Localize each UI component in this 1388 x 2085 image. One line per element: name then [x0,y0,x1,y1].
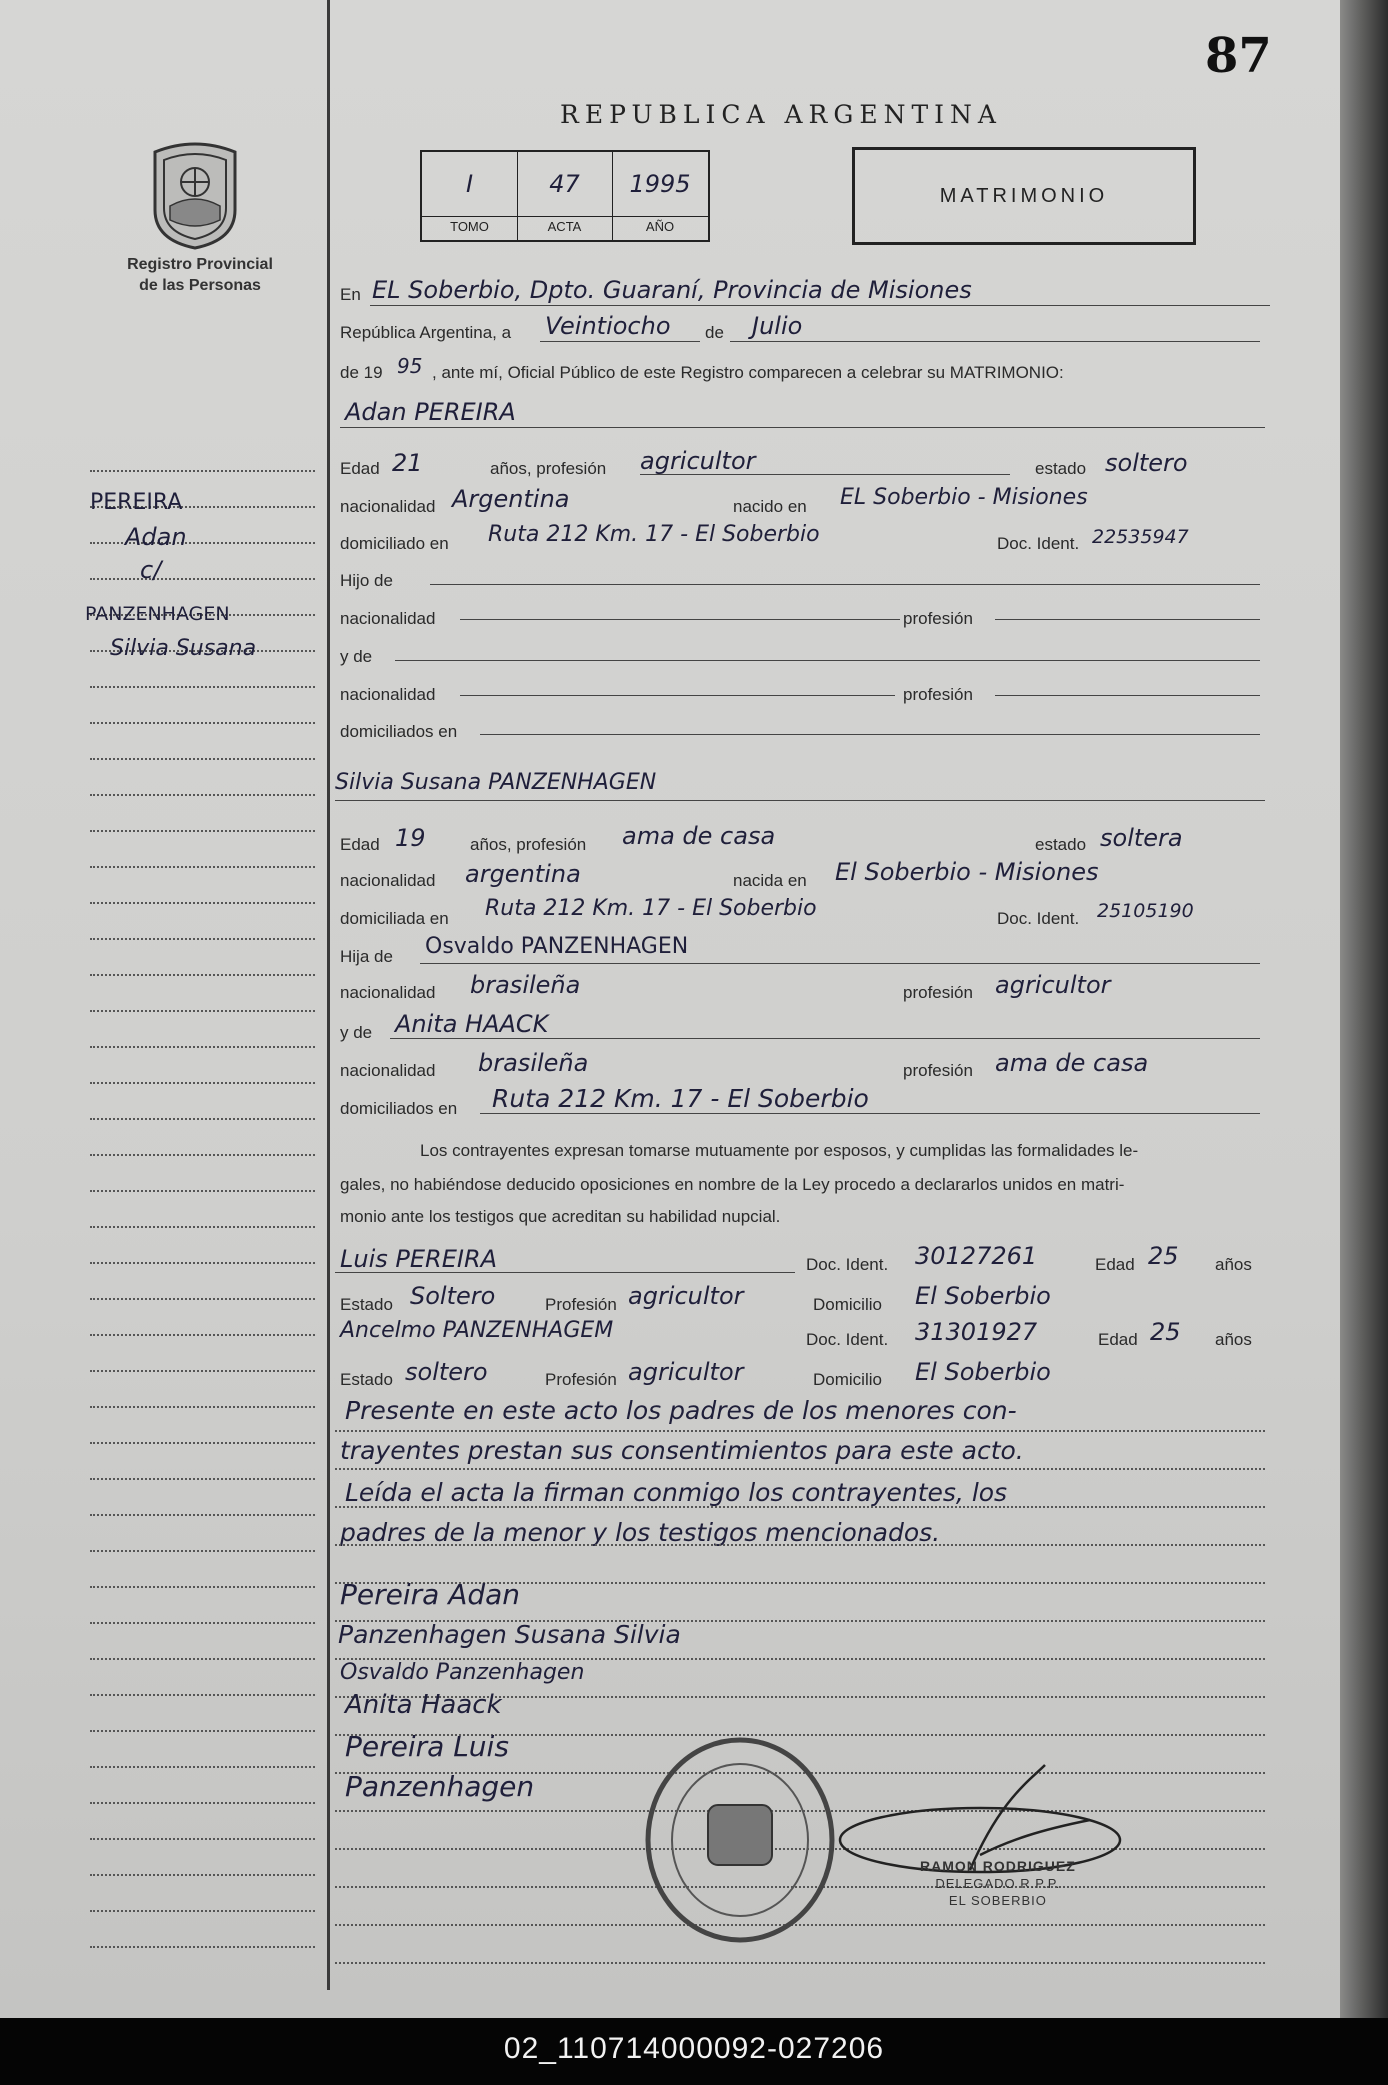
margin-dotted-line [90,1370,315,1372]
margin-dotted-line [90,722,315,724]
margin-groom-surname: PEREIRA [90,490,183,515]
official-stamp-icon [640,1735,840,1945]
seal-role: DELEGADO R.P.P. [935,1876,1061,1891]
groom-mother-prof-label: profesión [903,685,973,704]
bride-father-nat-label: nacionalidad [340,983,436,1002]
bride-father-nationality: brasileña [470,971,581,999]
witness-2-doc: 31301927 [915,1318,1038,1346]
seal-place: EL SOBERBIO [948,1893,1047,1908]
declaration-line-1: Los contrayentes expresan tomarse mutuamente por esposos, y cumplidas las formalidades le- [420,1141,1139,1160]
bride-estado-label: estado [1035,835,1087,854]
witness-2-edad-label: Edad [1098,1330,1138,1349]
witness-1-status: Soltero [410,1282,496,1310]
signature-4: Anita Haack [345,1690,502,1720]
margin-divider [327,0,330,1990]
margin-dotted-line [90,1154,315,1156]
margin-dotted-line [90,866,315,868]
page-edge-shadow [1340,0,1388,2018]
signature-3: Osvaldo Panzenhagen [340,1660,585,1685]
margin-connector: c/ [140,556,162,584]
bride-address: Ruta 212 Km. 17 - El Soberbio [485,896,817,921]
groom-doc-label: Doc. Ident. [997,534,1080,553]
margin-dotted-line [90,938,315,940]
groom-mother-nat-label: nacionalidad [340,685,436,704]
witness-2-profession: agricultor [628,1358,744,1386]
witness-1-domicilio-label: Domicilio [813,1295,882,1314]
witness-2-anos-label: años [1215,1330,1252,1349]
margin-dotted-line [90,1010,315,1012]
margin-dotted-line [90,1694,315,1696]
bride-mother-nationality: brasileña [478,1049,589,1077]
witness-1-anos-label: años [1215,1255,1252,1274]
bride-domiciliados-label: domiciliados en [340,1099,458,1118]
witness-1-profession: agricultor [628,1282,744,1310]
margin-bride-surname: PANZENHAGEN [85,603,230,625]
document-type-box: MATRIMONIO [852,147,1196,245]
bride-nacida-label: nacida en [733,871,807,890]
margin-dotted-line [90,902,315,904]
margin-dotted-line [90,1766,315,1768]
groom-father-prof-label: profesión [903,609,973,628]
province-seal-icon [140,140,250,250]
acta-cell [517,152,613,240]
tomo-cell [422,152,518,240]
registration-box [420,150,710,242]
bride-doc-label: Doc. Ident. [997,909,1080,928]
acta-label: ACTA [517,216,612,234]
margin-dotted-line [90,1442,315,1444]
bride-father: Osvaldo PANZENHAGEN [425,934,689,959]
intro-statement: , ante mí, Oficial Público de este Registro comparecen a celebrar su MATRIMONIO: [432,363,1064,382]
margin-dotted-line [90,974,315,976]
note-line-2: trayentes prestan sus consentimientos para este acto. [340,1436,1024,1465]
witness-1-edad-label: Edad [1095,1255,1135,1274]
margin-dotted-line [90,1226,315,1228]
intro-place: EL Soberbio, Dpto. Guaraní, Provincia de Misiones [372,276,972,304]
margin-dotted-line [90,1298,315,1300]
witness-1-prof-label: Profesión [545,1295,617,1314]
intro-de-label: de [705,323,724,342]
form-dotted-line [335,1962,1265,1964]
bride-nacionalidad-label: nacionalidad [340,871,436,890]
bride-edad-label: Edad [340,835,380,854]
groom-domiciliados-label: domiciliados en [340,722,458,741]
margin-dotted-line [90,1550,315,1552]
margin-dotted-line [90,794,315,796]
bride-father-profession: agricultor [995,971,1111,999]
scan-footer-code: 02_110714000092-027206 [503,2032,885,2065]
margin-dotted-line [90,1730,315,1732]
margin-dotted-line [90,1046,315,1048]
bride-mother: Anita HAACK [395,1010,549,1038]
bride-mother-prof-label: profesión [903,1061,973,1080]
margin-dotted-line [90,686,315,688]
groom-nacionalidad-label: nacionalidad [340,497,436,516]
margin-bride-name: Silvia Susana [110,636,257,661]
declaration-line-2: gales, no habiéndose deducido oposiciones en nombre de la Ley procedo a declararlos unidos en matri- [340,1175,1125,1194]
official-seal-text [920,1858,1076,1909]
witness-2-name: Ancelmo PANZENHAGEM [340,1318,614,1343]
bride-age: 19 [395,824,426,852]
groom-anos-label: años, profesión [490,459,607,478]
margin-dotted-line [90,830,315,832]
witness-1-doc: 30127261 [915,1242,1038,1270]
acta-value: 47 [549,170,580,198]
margin-dotted-line [90,470,315,472]
witness-2-estado-label: Estado [340,1370,393,1389]
margin-dotted-line [90,1622,315,1624]
margin-dotted-line [90,1514,315,1516]
groom-age: 21 [392,449,423,477]
tomo-value: I [465,170,474,198]
groom-estado-label: estado [1035,459,1087,478]
note-line-4: padres de la menor y los testigos mencionados. [340,1518,941,1547]
note-line-3: Leída el acta la firman conmigo los contrayentes, los [345,1478,1008,1507]
groom-father-nat-label: nacionalidad [340,609,436,628]
bride-father-prof-label: profesión [903,983,973,1002]
signature-2: Panzenhagen Susana Silvia [338,1620,681,1649]
bride-anos-label: años, profesión [470,835,587,854]
intro-month: Julio [752,312,803,340]
margin-dotted-line [90,542,315,544]
signature-6: Panzenhagen [345,1770,535,1803]
margin-dotted-line [90,1802,315,1804]
margin-dotted-line [90,1874,315,1876]
witness-2-status: soltero [405,1358,488,1386]
bride-born: El Soberbio - Misiones [835,858,1099,886]
margin-dotted-line [90,1406,315,1408]
bride-doc: 25105190 [1097,900,1194,922]
ano-cell [612,152,708,240]
margin-dotted-line [90,1082,315,1084]
margin-dotted-line [90,1262,315,1264]
witness-2-doc-label: Doc. Ident. [806,1330,889,1349]
seal-name: RAMON RODRIGUEZ [920,1858,1076,1874]
form-dotted-line [335,1430,1265,1432]
registry-name: Registro Provincial de las Personas [127,256,273,294]
bride-status: soltera [1100,824,1183,852]
bride-profession: ama de casa [622,822,776,850]
ano-value: 1995 [629,170,691,198]
note-line-1: Presente en este acto los padres de los menores con- [345,1396,1017,1425]
groom-doc: 22535947 [1092,526,1189,548]
margin-dotted-line [90,1658,315,1660]
margin-dotted-line [90,1586,315,1588]
groom-profession: agricultor [640,447,756,475]
tomo-label: TOMO [422,216,517,234]
signature-5: Pereira Luis [345,1730,509,1763]
margin-dotted-line [90,1910,315,1912]
bride-y-de-label: y de [340,1023,373,1042]
groom-address: Ruta 212 Km. 17 - El Soberbio [488,522,820,547]
bride-mother-nat-label: nacionalidad [340,1061,436,1080]
declaration-line-3: monio ante los testigos que acreditan su habilidad nupcial. [340,1207,781,1226]
bride-parents-address: Ruta 212 Km. 17 - El Soberbio [492,1084,869,1113]
margin-dotted-line [90,1118,315,1120]
groom-nacido-label: nacido en [733,497,807,516]
witness-1-doc-label: Doc. Ident. [806,1255,889,1274]
margin-dotted-line [90,1190,315,1192]
bride-mother-profession: ama de casa [995,1049,1149,1077]
intro-year-suffix: 95 [397,354,423,378]
form-dotted-line [335,1544,1265,1546]
ano-label: AÑO [612,216,708,234]
groom-y-de-label: y de [340,647,373,666]
intro-day: Veintiocho [545,312,671,340]
witness-1-address: El Soberbio [915,1282,1051,1310]
intro-republica-label: República Argentina, a [340,323,512,342]
groom-nationality: Argentina [452,485,570,513]
margin-dotted-line [90,1838,315,1840]
margin-groom-name: Adan [125,523,187,551]
groom-name: Adan PEREIRA [345,398,516,426]
bride-nationality: argentina [465,860,581,888]
groom-status: soltero [1105,449,1188,477]
margin-dotted-line [90,1334,315,1336]
bride-domiciliada-label: domiciliada en [340,909,449,928]
form-dotted-line [335,1468,1265,1470]
witness-1-estado-label: Estado [340,1295,393,1314]
witness-2-age: 25 [1150,1318,1181,1346]
groom-hijo-label: Hijo de [340,571,393,590]
bride-name: Silvia Susana PANZENHAGEN [335,770,657,795]
page-number: 87 [1205,28,1272,84]
bride-hija-label: Hija de [340,947,393,966]
witness-2-domicilio-label: Domicilio [813,1370,882,1389]
witness-1-name: Luis PEREIRA [340,1245,498,1273]
witness-1-age: 25 [1148,1242,1179,1270]
margin-dotted-line [90,1946,315,1948]
witness-2-prof-label: Profesión [545,1370,617,1389]
form-dotted-line [335,1506,1265,1508]
intro-en-label: En [340,285,361,304]
groom-born: EL Soberbio - Misiones [840,485,1088,510]
document-title: REPUBLICA ARGENTINA [560,100,1002,129]
margin-dotted-line [90,758,315,760]
signature-1: Pereira Adan [340,1578,521,1611]
margin-dotted-line [90,578,315,580]
groom-edad-label: Edad [340,459,380,478]
witness-2-address: El Soberbio [915,1358,1051,1386]
margin-dotted-line [90,1478,315,1480]
groom-domiciliado-label: domiciliado en [340,534,449,553]
intro-year-prefix: de 19 [340,363,383,382]
